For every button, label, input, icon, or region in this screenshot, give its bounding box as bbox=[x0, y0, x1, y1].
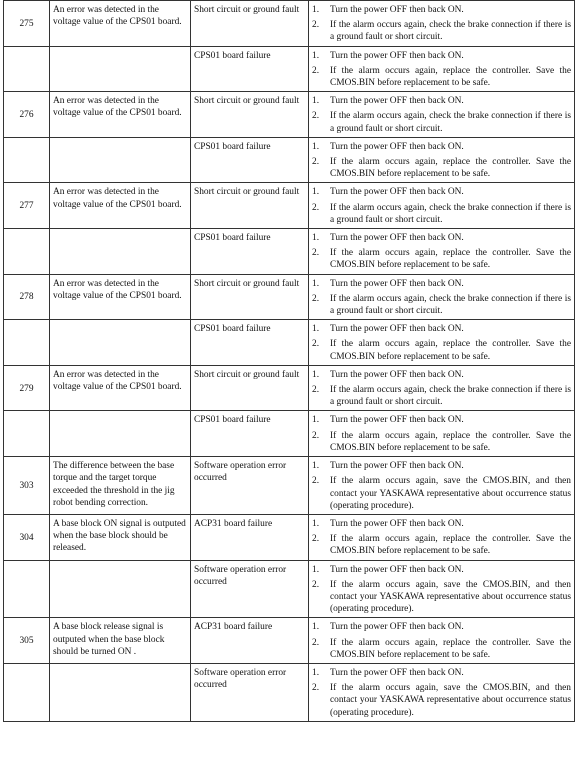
step-number: 1. bbox=[312, 187, 320, 198]
remedy-step bbox=[312, 323, 571, 335]
alarm-code bbox=[4, 46, 50, 92]
alarm-code: 279 bbox=[4, 365, 50, 411]
step-text: If the alarm occurs again, check the brake connection if there is a ground fault or short circuit. bbox=[330, 20, 571, 43]
alarm-description bbox=[50, 229, 191, 275]
step-text: Turn the power OFF then back ON. bbox=[330, 415, 464, 426]
step-number: 2. bbox=[312, 157, 320, 168]
step-text: Turn the power OFF then back ON. bbox=[330, 278, 464, 289]
remedy-step bbox=[312, 430, 571, 454]
remedy-step bbox=[312, 414, 571, 426]
alarm-code bbox=[4, 320, 50, 366]
step-number: 2. bbox=[312, 202, 320, 213]
step-number: 1. bbox=[312, 564, 320, 575]
step-number: 1. bbox=[312, 141, 320, 152]
remedy-step bbox=[312, 564, 571, 576]
remedy-step bbox=[312, 202, 571, 226]
step-text: Turn the power OFF then back ON. bbox=[330, 461, 464, 472]
remedy-step bbox=[312, 4, 571, 16]
remedy-step bbox=[312, 19, 571, 43]
remedy-steps bbox=[312, 50, 571, 90]
table-row bbox=[4, 183, 575, 229]
step-text: If the alarm occurs again, replace the controller. Save the CMOS.BIN before replacement to be safe. bbox=[330, 248, 571, 271]
step-number: 1. bbox=[312, 50, 320, 61]
table-row bbox=[4, 365, 575, 411]
step-text: If the alarm occurs again, check the brake connection if there is a ground fault or short circuit. bbox=[330, 202, 571, 225]
step-text: If the alarm occurs again, check the brake connection if there is a ground fault or short circuit. bbox=[330, 385, 571, 408]
alarm-description bbox=[50, 663, 191, 721]
table-row bbox=[4, 274, 575, 320]
alarm-description: A base block ON signal is outputed when the base block should be released. bbox=[50, 514, 191, 560]
alarm-code bbox=[4, 229, 50, 275]
step-text: Turn the power OFF then back ON. bbox=[330, 324, 464, 335]
step-number: 2. bbox=[312, 430, 320, 441]
alarm-cause: Software operation error occurred bbox=[191, 663, 309, 721]
remedy-step bbox=[312, 232, 571, 244]
remedy-steps bbox=[312, 278, 571, 318]
step-text: If the alarm occurs again, replace the controller. Save the CMOS.BIN before replacement to be safe. bbox=[330, 157, 571, 180]
step-text: If the alarm occurs again, replace the controller. Save the CMOS.BIN before replacement to be safe. bbox=[330, 339, 571, 362]
step-text: Turn the power OFF then back ON. bbox=[330, 187, 464, 198]
alarm-cause: Short circuit or ground fault bbox=[191, 183, 309, 229]
alarm-description: An error was detected in the voltage value of the CPS01 board. bbox=[50, 92, 191, 138]
alarm-description: A base block release signal is outputed when the base block should be turned ON . bbox=[50, 618, 191, 664]
alarm-code: 277 bbox=[4, 183, 50, 229]
alarm-cause: Short circuit or ground fault bbox=[191, 365, 309, 411]
alarm-cause: ACP31 board failure bbox=[191, 618, 309, 664]
step-number: 1. bbox=[312, 233, 320, 244]
alarm-code bbox=[4, 663, 50, 721]
remedy-step bbox=[312, 50, 571, 62]
table-row bbox=[4, 663, 575, 721]
step-text: Turn the power OFF then back ON. bbox=[330, 5, 464, 15]
step-number: 2. bbox=[312, 339, 320, 350]
step-text: Turn the power OFF then back ON. bbox=[330, 141, 464, 152]
alarm-cause: ACP31 board failure bbox=[191, 514, 309, 560]
alarm-description: An error was detected in the voltage value of the CPS01 board. bbox=[50, 183, 191, 229]
step-number: 2. bbox=[312, 20, 320, 31]
step-number: 2. bbox=[312, 65, 320, 76]
step-text: If the alarm occurs again, replace the controller. Save the CMOS.BIN before replacement to be safe. bbox=[330, 65, 571, 89]
step-number: 1. bbox=[312, 96, 320, 107]
alarm-cause: Short circuit or ground fault bbox=[191, 92, 309, 138]
alarm-code bbox=[4, 560, 50, 618]
step-number: 1. bbox=[312, 518, 320, 529]
step-number: 1. bbox=[312, 622, 320, 633]
alarm-description bbox=[50, 411, 191, 457]
step-text: Turn the power OFF then back ON. bbox=[330, 667, 464, 678]
remedy-steps bbox=[312, 186, 571, 226]
step-text: Turn the power OFF then back ON. bbox=[330, 233, 464, 244]
alarm-remedy bbox=[309, 365, 575, 411]
remedy-step bbox=[312, 384, 571, 408]
alarm-code: 276 bbox=[4, 92, 50, 138]
remedy-steps bbox=[312, 232, 571, 272]
remedy-steps bbox=[312, 323, 571, 363]
alarm-cause: Short circuit or ground fault bbox=[191, 1, 309, 47]
alarm-remedy bbox=[309, 514, 575, 560]
table-row bbox=[4, 411, 575, 457]
step-number: 2. bbox=[312, 385, 320, 396]
step-number: 2. bbox=[312, 293, 320, 304]
alarm-remedy bbox=[309, 46, 575, 92]
step-text: Turn the power OFF then back ON. bbox=[330, 369, 464, 380]
alarm-cause: CPS01 board failure bbox=[191, 137, 309, 183]
step-number: 1. bbox=[312, 5, 320, 15]
table-row bbox=[4, 514, 575, 560]
remedy-step bbox=[312, 621, 571, 633]
alarm-remedy bbox=[309, 457, 575, 515]
alarm-description bbox=[50, 320, 191, 366]
alarm-description bbox=[50, 46, 191, 92]
step-text: Turn the power OFF then back ON. bbox=[330, 622, 464, 633]
remedy-step bbox=[312, 369, 571, 381]
step-number: 2. bbox=[312, 476, 320, 487]
alarm-remedy bbox=[309, 183, 575, 229]
remedy-steps bbox=[312, 95, 571, 135]
remedy-steps bbox=[312, 564, 571, 616]
remedy-steps bbox=[312, 4, 571, 44]
remedy-step bbox=[312, 637, 571, 661]
step-text: If the alarm occurs again, check the brake connection if there is a ground fault or short circuit. bbox=[330, 293, 571, 317]
alarm-remedy bbox=[309, 274, 575, 320]
alarm-code: 304 bbox=[4, 514, 50, 560]
remedy-step bbox=[312, 533, 571, 557]
remedy-step bbox=[312, 186, 571, 198]
remedy-steps bbox=[312, 141, 571, 181]
alarm-description: An error was detected in the voltage value of the CPS01 board. bbox=[50, 365, 191, 411]
step-text: If the alarm occurs again, save the CMOS.BIN, and then contact your YASKAWA representative about occurrence status (operating procedure). bbox=[330, 683, 571, 718]
alarm-cause: CPS01 board failure bbox=[191, 46, 309, 92]
alarm-description: An error was detected in the voltage value of the CPS01 board. bbox=[50, 274, 191, 320]
remedy-steps bbox=[312, 518, 571, 558]
step-text: If the alarm occurs again, check the brake connection if there is a ground fault or short circuit. bbox=[330, 111, 571, 134]
step-number: 1. bbox=[312, 278, 320, 289]
remedy-step bbox=[312, 65, 571, 89]
alarm-cause: CPS01 board failure bbox=[191, 320, 309, 366]
alarm-cause: CPS01 board failure bbox=[191, 229, 309, 275]
step-text: Turn the power OFF then back ON. bbox=[330, 50, 464, 61]
remedy-steps bbox=[312, 667, 571, 719]
step-number: 2. bbox=[312, 111, 320, 122]
step-number: 1. bbox=[312, 461, 320, 472]
step-number: 2. bbox=[312, 248, 320, 259]
step-number: 2. bbox=[312, 579, 320, 590]
alarm-remedy bbox=[309, 137, 575, 183]
remedy-step bbox=[312, 667, 571, 679]
alarm-description: The difference between the base torque and the target torque exceeded the threshold in the jig robot bending correction. bbox=[50, 457, 191, 515]
alarm-remedy bbox=[309, 320, 575, 366]
remedy-steps bbox=[312, 460, 571, 512]
step-text: If the alarm occurs again, replace the controller. Save the CMOS.BIN before replacement to be safe. bbox=[330, 534, 571, 557]
step-number: 2. bbox=[312, 637, 320, 648]
step-number: 2. bbox=[312, 683, 320, 694]
step-text: If the alarm occurs again, save the CMOS.BIN, and then contact your YASKAWA representative about occurrence status (operating procedure). bbox=[330, 579, 571, 615]
table-row bbox=[4, 137, 575, 183]
alarm-description bbox=[50, 560, 191, 618]
remedy-steps bbox=[312, 414, 571, 454]
alarm-cause: Software operation error occurred bbox=[191, 457, 309, 515]
alarm-code: 278 bbox=[4, 274, 50, 320]
alarm-table-body bbox=[4, 1, 575, 722]
alarm-code: 303 bbox=[4, 457, 50, 515]
step-text: If the alarm occurs again, save the CMOS.BIN, and then contact your YASKAWA representative about occurrence status (operating procedure). bbox=[330, 476, 571, 511]
alarm-remedy bbox=[309, 1, 575, 47]
remedy-step bbox=[312, 682, 571, 719]
table-row bbox=[4, 320, 575, 366]
alarm-cause: Software operation error occurred bbox=[191, 560, 309, 618]
alarm-remedy bbox=[309, 663, 575, 721]
step-number: 1. bbox=[312, 324, 320, 335]
remedy-step bbox=[312, 293, 571, 317]
alarm-description: An error was detected in the voltage value of the CPS01 board. bbox=[50, 1, 191, 47]
remedy-steps bbox=[312, 621, 571, 661]
alarm-cause: CPS01 board failure bbox=[191, 411, 309, 457]
alarm-cause: Short circuit or ground fault bbox=[191, 274, 309, 320]
alarm-remedy bbox=[309, 229, 575, 275]
step-text: Turn the power OFF then back ON. bbox=[330, 564, 464, 575]
remedy-step bbox=[312, 110, 571, 134]
alarm-description bbox=[50, 137, 191, 183]
remedy-step bbox=[312, 579, 571, 616]
step-number: 1. bbox=[312, 415, 320, 426]
step-number: 2. bbox=[312, 534, 320, 545]
remedy-step bbox=[312, 518, 571, 530]
step-text: If the alarm occurs again, replace the controller. Save the CMOS.BIN before replacement to be safe. bbox=[330, 637, 571, 660]
alarm-remedy bbox=[309, 92, 575, 138]
remedy-step bbox=[312, 475, 571, 512]
step-number: 1. bbox=[312, 369, 320, 380]
alarm-code bbox=[4, 411, 50, 457]
alarm-code: 275 bbox=[4, 1, 50, 47]
remedy-steps bbox=[312, 369, 571, 409]
remedy-step bbox=[312, 141, 571, 153]
remedy-step bbox=[312, 338, 571, 362]
table-row bbox=[4, 457, 575, 515]
remedy-step bbox=[312, 95, 571, 107]
table-row bbox=[4, 560, 575, 618]
table-row bbox=[4, 229, 575, 275]
remedy-step bbox=[312, 460, 571, 472]
alarm-remedy bbox=[309, 560, 575, 618]
remedy-step bbox=[312, 247, 571, 271]
table-row bbox=[4, 618, 575, 664]
step-text: Turn the power OFF then back ON. bbox=[330, 518, 464, 529]
step-text: If the alarm occurs again, replace the controller. Save the CMOS.BIN before replacement to be safe. bbox=[330, 430, 571, 453]
alarm-code: 305 bbox=[4, 618, 50, 664]
alarm-table bbox=[3, 0, 575, 722]
alarm-remedy bbox=[309, 618, 575, 664]
alarm-code bbox=[4, 137, 50, 183]
remedy-step bbox=[312, 156, 571, 180]
table-row bbox=[4, 92, 575, 138]
step-text: Turn the power OFF then back ON. bbox=[330, 96, 464, 107]
step-number: 1. bbox=[312, 667, 320, 678]
table-row bbox=[4, 46, 575, 92]
remedy-step bbox=[312, 278, 571, 290]
table-row bbox=[4, 1, 575, 47]
alarm-remedy bbox=[309, 411, 575, 457]
